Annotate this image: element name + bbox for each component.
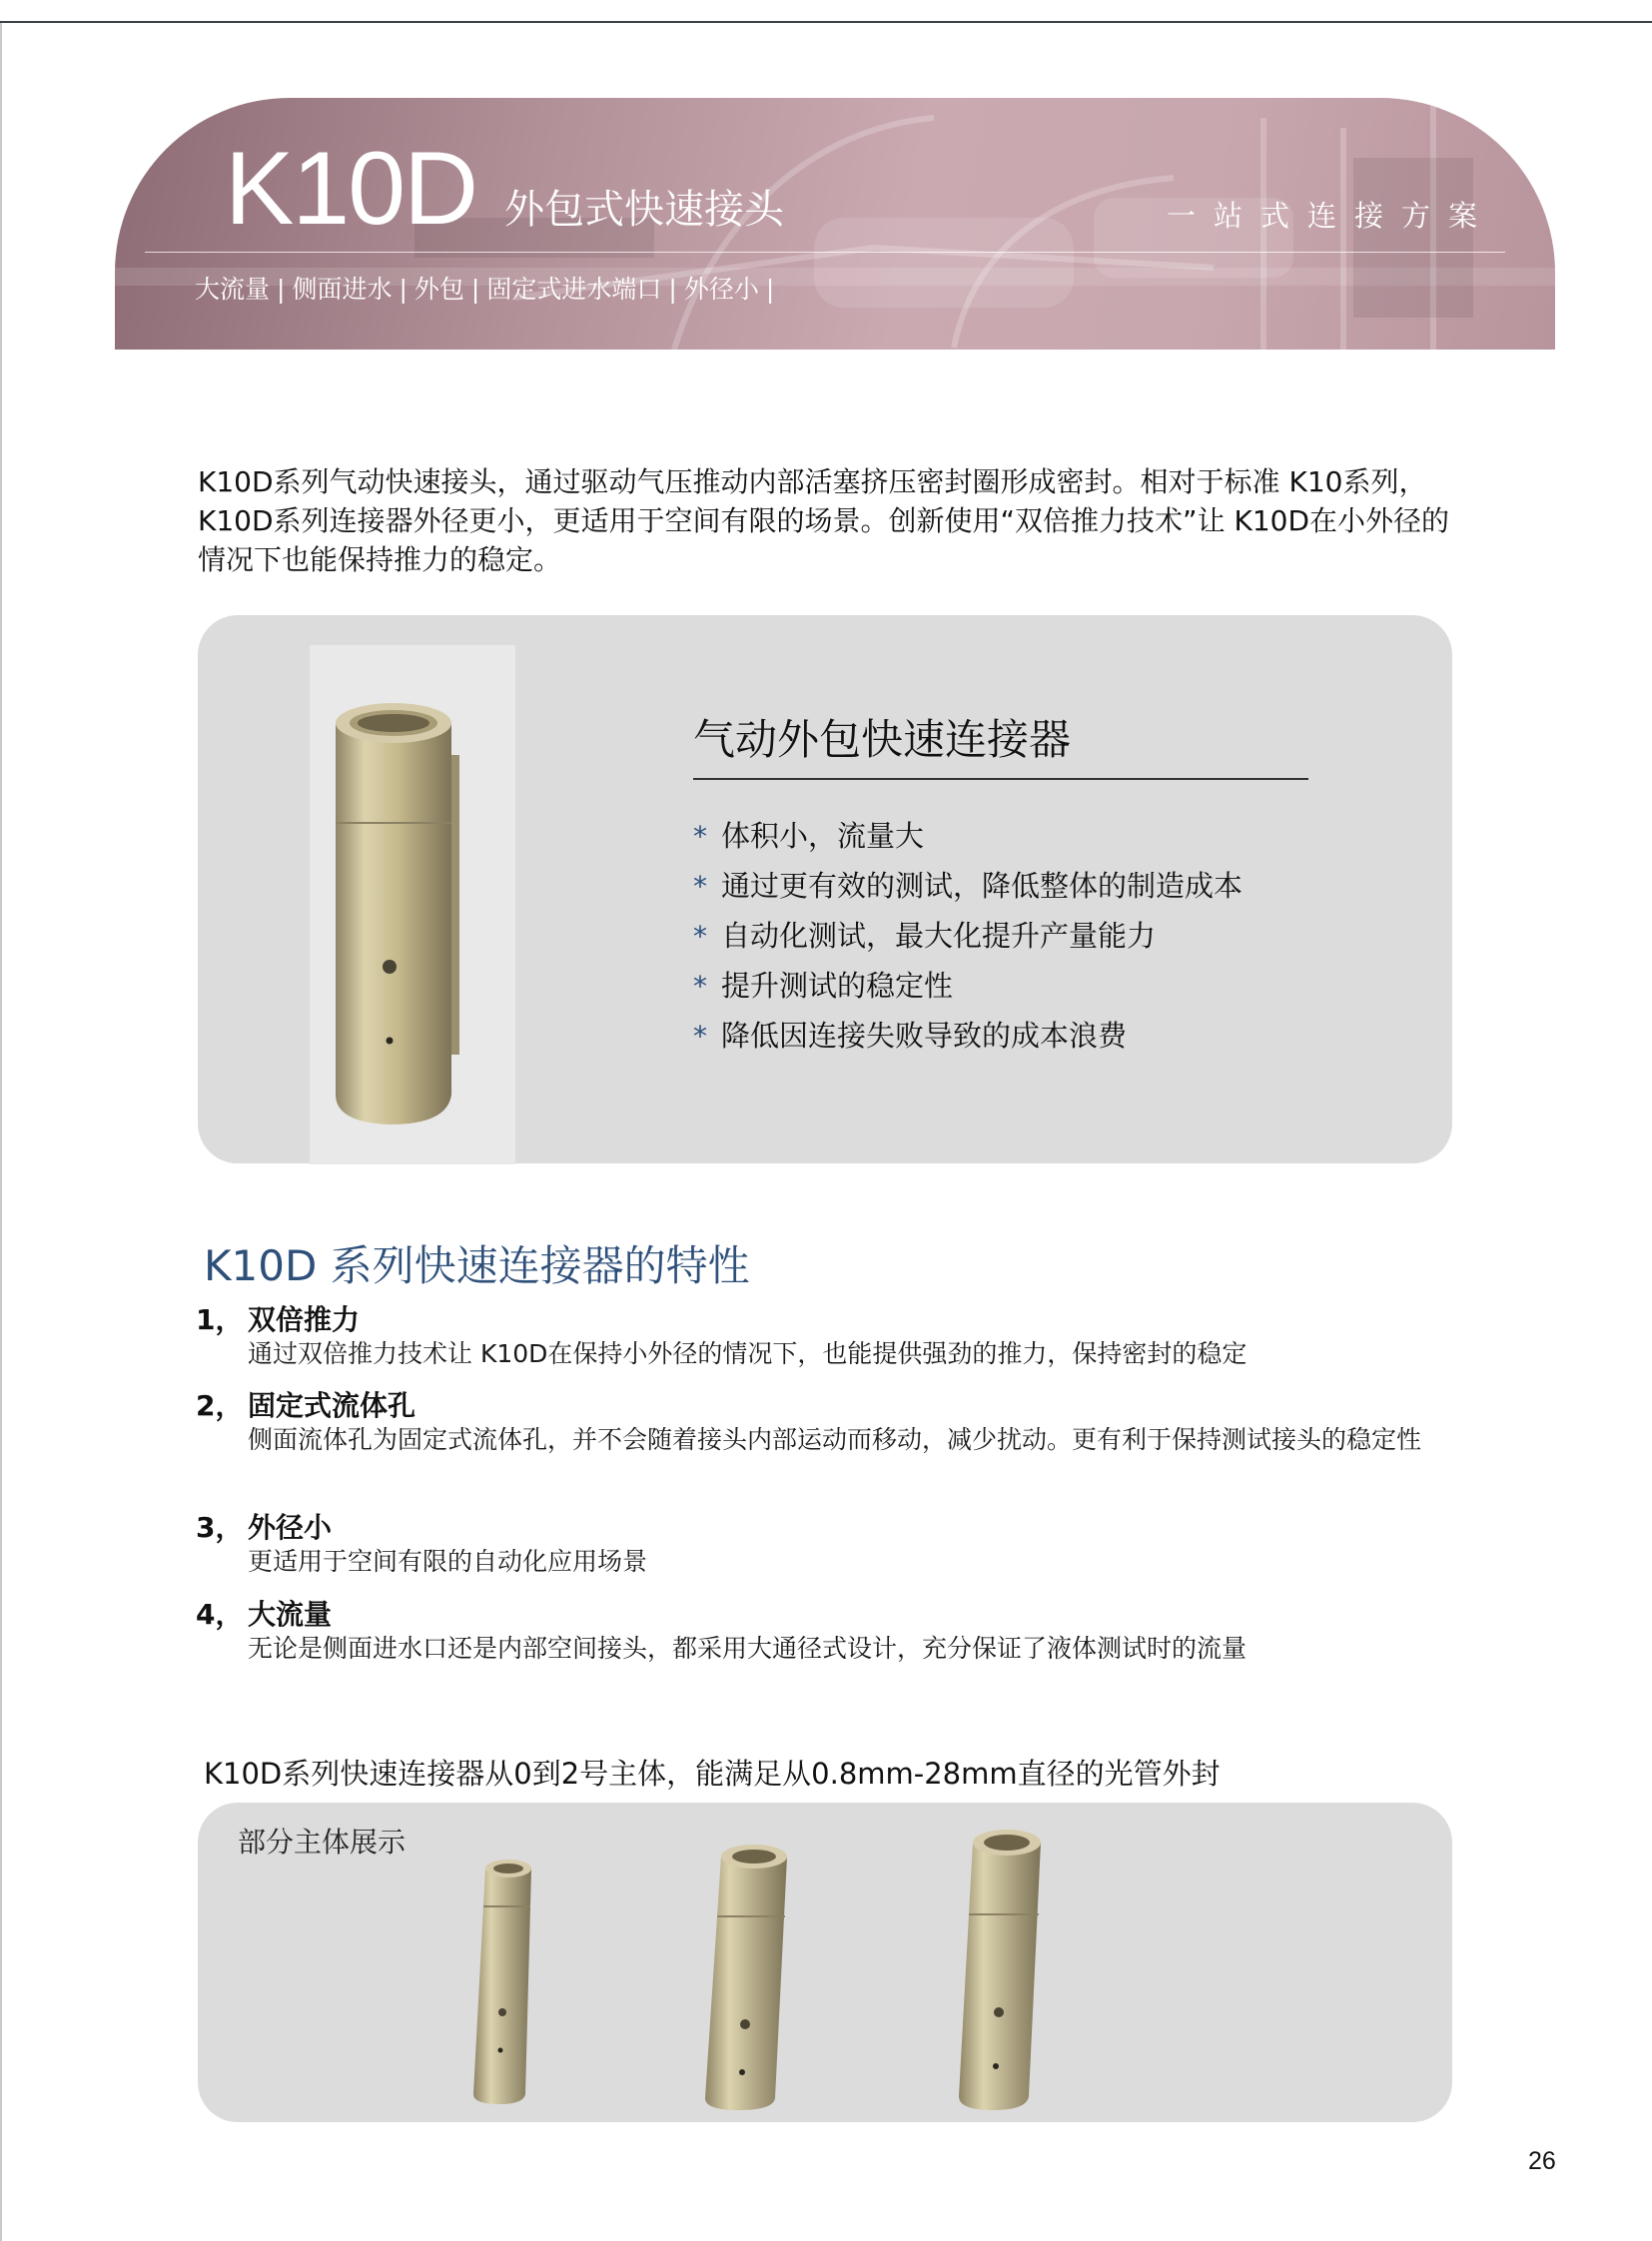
item-title: 双倍推力 bbox=[248, 1303, 361, 1336]
item-description: 通过双倍推力技术让 K10D在保持小外径的情况下，也能提供强劲的推力，保持密封的稳定 bbox=[248, 1339, 1247, 1368]
product-subtitle: 外包式快速接头 bbox=[504, 187, 784, 233]
feature-tags bbox=[195, 270, 781, 306]
tag-separator: | bbox=[399, 275, 408, 304]
feature-list bbox=[693, 811, 1242, 1061]
tag-separator: | bbox=[470, 275, 480, 304]
gallery-label: 部分主体展示 bbox=[238, 1826, 407, 1859]
panel-divider bbox=[693, 778, 1308, 780]
left-rule bbox=[0, 23, 2, 2241]
header-banner bbox=[115, 98, 1555, 350]
slogan: 一站式连接方案 bbox=[1166, 199, 1495, 233]
tag: 外包 bbox=[413, 275, 464, 304]
connector-size-0-image bbox=[457, 1847, 557, 2116]
tag: 大流量 bbox=[195, 275, 271, 304]
connector-size-1-image bbox=[687, 1833, 807, 2122]
page-number: 26 bbox=[1528, 2147, 1556, 2175]
bullet-star-icon: * bbox=[693, 1020, 707, 1053]
banner-divider bbox=[145, 252, 1505, 253]
feature-text: 提升测试的稳定性 bbox=[721, 969, 954, 1003]
bullet-star-icon: * bbox=[693, 820, 707, 853]
item-description: 侧面流体孔为固定式流体孔，并不会随着接头内部运动而移动，减少扰动。更有利于保持测试接头的稳定性 bbox=[248, 1425, 1422, 1454]
product-title: K10D bbox=[225, 131, 477, 247]
section-heading: K10D 系列快速连接器的特性 bbox=[204, 1241, 750, 1290]
panel-title: 气动外包快速连接器 bbox=[693, 715, 1072, 764]
bullet-star-icon: * bbox=[693, 970, 707, 1003]
connector-image bbox=[310, 645, 515, 1164]
product-photo bbox=[310, 645, 515, 1164]
product-panel bbox=[198, 615, 1452, 1163]
tag-separator: | bbox=[765, 275, 775, 304]
item-number: 3， bbox=[196, 1511, 244, 1544]
item-title: 大流量 bbox=[248, 1598, 333, 1631]
connector-size-2-image bbox=[937, 1817, 1057, 2122]
list-item bbox=[693, 1011, 1242, 1061]
item-title: 外径小 bbox=[248, 1511, 333, 1544]
list-item bbox=[693, 911, 1242, 961]
bullet-star-icon: * bbox=[693, 870, 707, 903]
item-number: 1， bbox=[196, 1303, 244, 1336]
top-rule bbox=[0, 21, 1652, 23]
gallery-panel bbox=[198, 1803, 1452, 2122]
feature-text: 自动化测试，最大化提升产量能力 bbox=[721, 919, 1157, 953]
tag-separator: | bbox=[277, 275, 286, 304]
tag-separator: | bbox=[668, 275, 677, 304]
bullet-star-icon: * bbox=[693, 920, 707, 953]
item-number: 2， bbox=[196, 1389, 244, 1422]
range-note: K10D系列快速连接器从0到2号主体，能满足从0.8mm-28mm直径的光管外封 bbox=[204, 1757, 1221, 1791]
list-item bbox=[693, 861, 1242, 911]
feature-text: 降低因连接失败导致的成本浪费 bbox=[721, 1019, 1128, 1053]
item-number: 4， bbox=[196, 1598, 244, 1631]
item-description: 无论是侧面进水口还是内部空间接头，都采用大通径式设计，充分保证了液体测试时的流量 bbox=[248, 1634, 1247, 1663]
tag: 固定式进水端口 bbox=[486, 275, 662, 304]
tag: 侧面进水 bbox=[292, 275, 393, 304]
list-item bbox=[693, 811, 1242, 861]
list-item bbox=[693, 961, 1242, 1011]
tag: 外径小 bbox=[683, 275, 759, 304]
feature-text: 通过更有效的测试，降低整体的制造成本 bbox=[721, 869, 1243, 903]
item-title: 固定式流体孔 bbox=[248, 1389, 416, 1422]
intro-paragraph: K10D系列气动快速接头，通过驱动气压推动内部活塞挤压密封圈形成密封。相对于标准 K10系列， K10D系列连接器外径更小，更适用于空间有限的场景。创新使用“双倍推力技术”让 K10D在小外径的情况下也能保持推力的稳定。 bbox=[198, 465, 1450, 576]
feature-text: 体积小，流量大 bbox=[721, 819, 925, 853]
item-description: 更适用于空间有限的自动化应用场景 bbox=[248, 1547, 648, 1576]
